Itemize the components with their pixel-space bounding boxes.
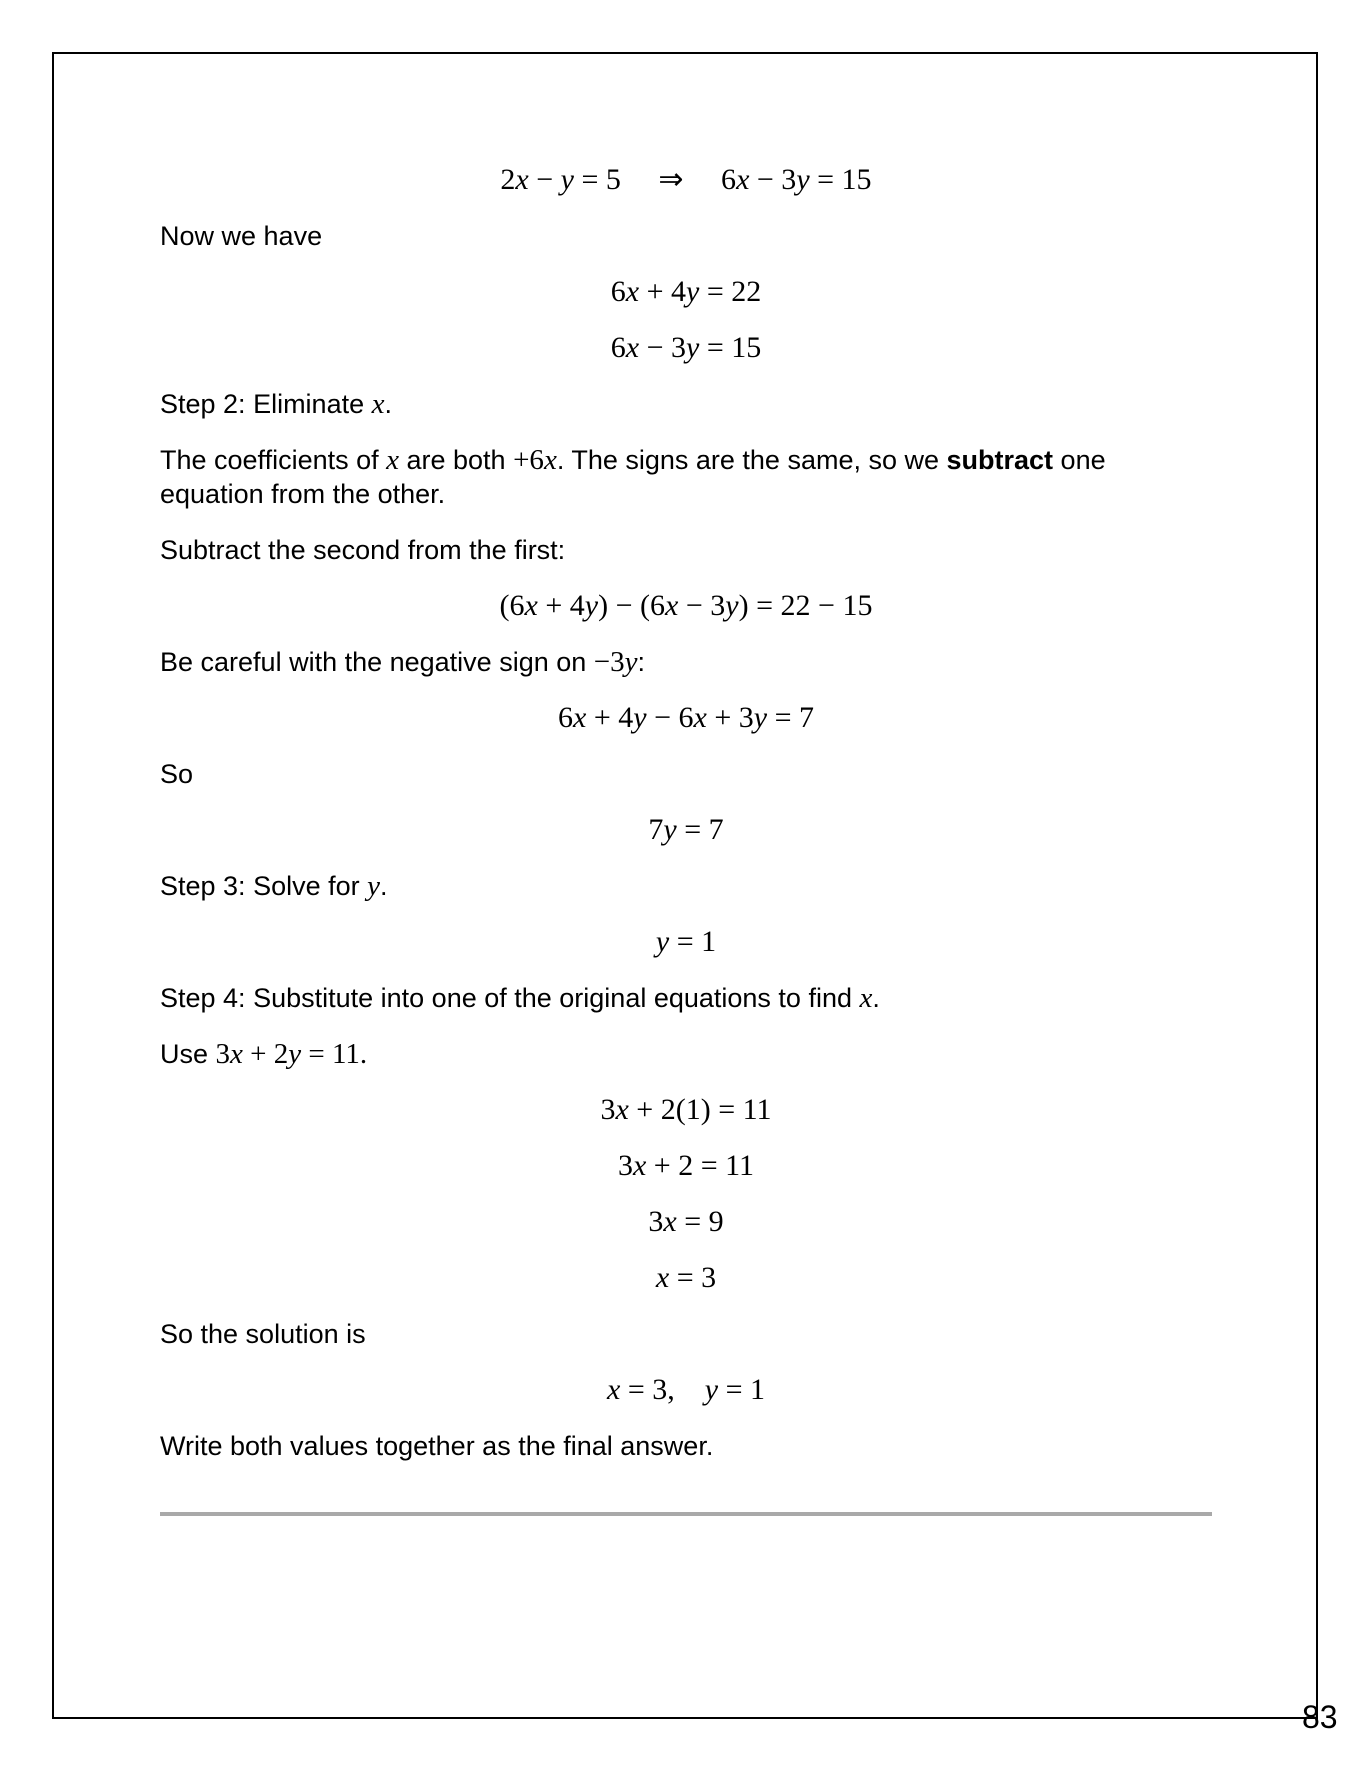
equation-final-solution [160,1373,1212,1407]
equation-subtraction [160,589,1212,623]
heading-step-4 [160,981,1212,1015]
equation-substitute-1-text: 3x + 2(1) = 11 [600,1093,772,1126]
coeff-text-2: are both [399,445,514,475]
step3-text: Step 3: Solve for [160,871,368,901]
careful-math: −3y [593,646,638,678]
equation-final-solution-text: x = 3, y = 1 [607,1373,765,1406]
step4-math: x [859,982,873,1014]
page-number: 83 [1302,1699,1338,1735]
use-period: . [359,1038,368,1070]
equation-y-result-text: y = 1 [655,925,717,958]
equation-substitute-2 [160,1149,1212,1183]
coeff-text-3: . The signs are the same, so we [556,445,947,475]
equation-7y [160,813,1212,847]
equation-system-1-text: 6x + 4y = 22 [610,275,762,308]
coeff-bold-subtract: subtract [946,445,1054,475]
equation-substitute-1 [160,1093,1212,1127]
page-content [160,163,1212,1516]
careful-text: Be careful with the negative sign on [160,647,594,677]
equation-substitute-4 [160,1261,1212,1295]
step4-text: Step 4: Substitute into one of the original equations to find [160,983,860,1013]
equation-subtraction-text: (6x + 4y) − (6x − 3y) = 22 − 15 [499,589,873,622]
coeff-text-4: one equation from the other. [160,445,1106,509]
paragraph-use-equation [160,1037,1212,1071]
equation-substitute-2-text: 3x + 2 = 11 [617,1149,755,1182]
paragraph-coefficients [160,443,1212,511]
equation-transform-text: 2x − y = 5 ⇒ 6x − 3y = 15 [500,163,872,196]
step2-math: x [371,388,385,420]
equation-expanded [160,701,1212,735]
paragraph-now-we-have: Now we have [160,221,323,251]
paragraph-solution-intro: So the solution is [160,1319,366,1349]
equation-7y-text: 7y = 7 [648,813,724,846]
step3-period: . [380,871,388,901]
equation-substitute-3 [160,1205,1212,1239]
step2-period: . [384,389,393,419]
equation-substitute-4-text: x = 3 [655,1261,717,1294]
heading-step-3 [160,869,1212,903]
equation-substitute-3-text: 3x = 9 [648,1205,724,1238]
step3-math: y [367,870,380,902]
coeff-math-1: x [386,444,399,476]
coeff-math-2: +6x [513,444,557,476]
paragraph-careful [160,645,1212,679]
use-math: 3x + 2y = 11 [215,1038,360,1070]
equation-y-result [160,925,1212,959]
heading-step-2 [160,387,1212,421]
careful-colon: : [637,647,646,677]
paragraph-subtract-instruction: Subtract the second from the first: [160,535,566,565]
equation-system-2-text: 6x − 3y = 15 [610,331,762,364]
coeff-text-1: The coefficients of [160,445,387,475]
paragraph-closing: Write both values together as the final answer. [160,1431,714,1461]
section-divider [160,1512,1212,1516]
paragraph-so: So [160,759,194,789]
equation-transform [160,163,1212,197]
equation-system-2 [160,331,1212,365]
step2-text: Step 2: Eliminate [160,389,372,419]
equation-system-1 [160,275,1212,309]
step4-period: . [872,983,880,1013]
use-text: Use [160,1039,216,1069]
equation-expanded-text: 6x + 4y − 6x + 3y = 7 [558,701,814,734]
